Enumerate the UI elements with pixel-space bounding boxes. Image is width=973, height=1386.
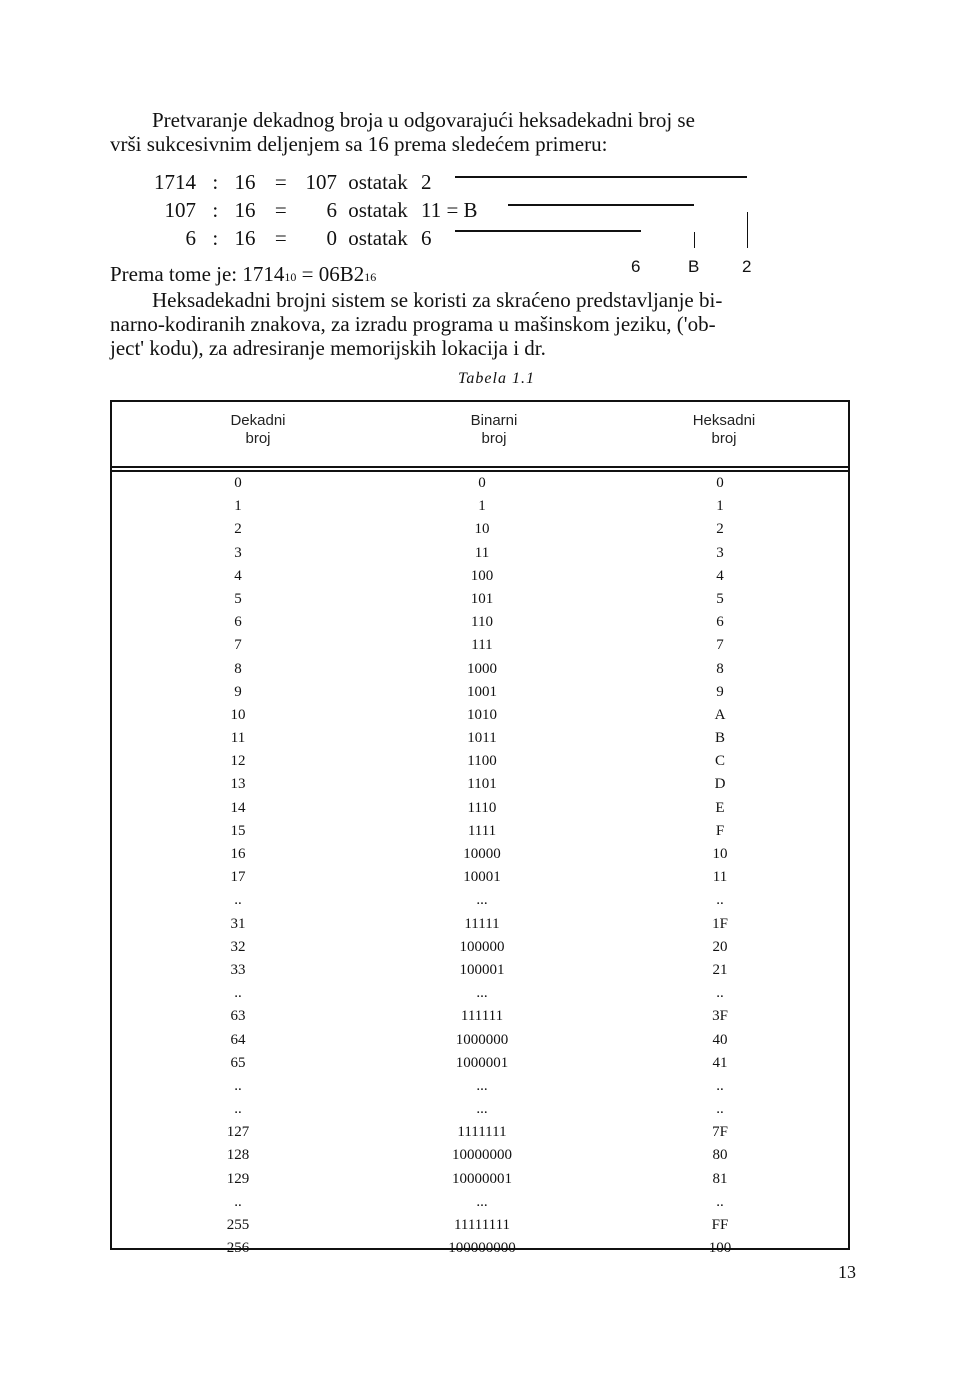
binary-cell: 1011 bbox=[467, 730, 497, 747]
hex-cell: 11 bbox=[712, 869, 728, 886]
hex-cell: 41 bbox=[712, 1054, 728, 1071]
equals-sign: = bbox=[274, 170, 287, 194]
decimal-cell: 31 bbox=[230, 915, 246, 932]
binary-cell: ... bbox=[476, 1077, 488, 1094]
table-row bbox=[112, 658, 848, 681]
divisor: 16 bbox=[234, 170, 256, 194]
hex-cell: 40 bbox=[712, 1031, 728, 1048]
arrow-to-digit-b bbox=[694, 232, 695, 248]
hex-cell: 1F bbox=[712, 915, 728, 932]
decimal-cell: 129 bbox=[226, 1170, 250, 1187]
table-row bbox=[112, 1168, 848, 1191]
remainder-label: ostatak bbox=[348, 226, 408, 250]
hex-cell: A bbox=[714, 706, 726, 723]
binary-cell: 111111 bbox=[460, 1008, 504, 1025]
hex-cell: 1 bbox=[716, 498, 724, 515]
decimal-cell: 17 bbox=[230, 869, 246, 886]
decimal-cell: 0 bbox=[234, 475, 242, 491]
leader-line-remainder-b bbox=[508, 204, 694, 206]
header-decimal bbox=[158, 412, 358, 448]
table-row bbox=[112, 542, 848, 565]
decimal-cell: 12 bbox=[230, 753, 246, 770]
table-row bbox=[112, 681, 848, 704]
table-row bbox=[112, 959, 848, 982]
header-line: broj bbox=[711, 430, 737, 447]
binary-cell: 0 bbox=[478, 475, 486, 491]
hex-cell: .. bbox=[716, 892, 724, 909]
header-line: Binarni bbox=[470, 412, 518, 429]
header-line: broj bbox=[481, 430, 507, 447]
result-middle: = 06B2 bbox=[296, 262, 365, 286]
decimal-cell: 33 bbox=[230, 961, 246, 978]
table-row bbox=[112, 518, 848, 541]
header-binary bbox=[394, 412, 594, 448]
remainder: 2 bbox=[420, 170, 432, 194]
binary-cell: ... bbox=[476, 1193, 488, 1210]
hex-digit: 6 bbox=[631, 257, 641, 276]
division-row bbox=[150, 224, 478, 252]
table-row bbox=[112, 797, 848, 820]
binary-cell: 1000 bbox=[467, 660, 497, 677]
hex-cell: 4 bbox=[716, 567, 724, 584]
binary-cell: 1110 bbox=[467, 799, 497, 816]
decimal-cell: 32 bbox=[230, 938, 246, 955]
decimal-cell: 15 bbox=[230, 822, 246, 839]
header-line: broj bbox=[245, 430, 271, 447]
binary-cell: 1001 bbox=[467, 683, 497, 700]
arrow-to-digit-2 bbox=[747, 212, 748, 248]
decimal-cell: 7 bbox=[234, 637, 242, 654]
hex-cell: 9 bbox=[716, 683, 724, 700]
intro-line-1: Pretvaranje dekadnog broja u odgovarajući heksadekadni broj se bbox=[152, 108, 695, 132]
table-row bbox=[112, 1005, 848, 1028]
usage-line-2: narno-kodiranih znakova, za izradu programa u mašinskom jeziku, ('ob- bbox=[110, 312, 716, 336]
decimal-cell: 4 bbox=[234, 567, 242, 584]
binary-cell: ... bbox=[476, 1101, 488, 1118]
table-row bbox=[112, 913, 848, 936]
binary-cell: 1111111 bbox=[457, 1124, 507, 1141]
dividend: 1714 bbox=[154, 170, 196, 194]
table-row bbox=[112, 773, 848, 796]
binary-cell: 100000000 bbox=[448, 1240, 516, 1257]
hex-cell: 21 bbox=[712, 961, 728, 978]
table-row bbox=[112, 472, 848, 495]
decimal-cell: 2 bbox=[234, 521, 242, 538]
binary-cell: 100001 bbox=[459, 961, 505, 978]
table-row bbox=[112, 1144, 848, 1167]
table-row bbox=[112, 820, 848, 843]
decimal-cell: 1 bbox=[234, 498, 242, 515]
dividend: 107 bbox=[164, 198, 196, 222]
table-row bbox=[112, 588, 848, 611]
divisor: 16 bbox=[234, 226, 256, 250]
division-sign: : bbox=[212, 198, 219, 222]
hex-cell: 80 bbox=[712, 1147, 728, 1164]
usage-line-3: ject' kodu), za adresiranje memorijskih lokacija i dr. bbox=[110, 336, 546, 360]
division-sign: : bbox=[212, 226, 219, 250]
remainder-label: ostatak bbox=[348, 170, 408, 194]
binary-cell: 1000000 bbox=[455, 1031, 509, 1048]
division-row bbox=[150, 196, 478, 224]
table-row bbox=[112, 565, 848, 588]
table-row bbox=[112, 634, 848, 657]
hex-cell: 7 bbox=[716, 637, 724, 654]
table-header bbox=[112, 402, 848, 466]
decimal-cell: 64 bbox=[230, 1031, 246, 1048]
leader-line-remainder-2 bbox=[455, 176, 747, 178]
hex-cell: .. bbox=[716, 985, 724, 1002]
binary-cell: 110 bbox=[471, 614, 493, 631]
hex-digit: 2 bbox=[742, 257, 752, 276]
table-row bbox=[112, 843, 848, 866]
binary-cell: 10000 bbox=[463, 846, 501, 862]
hex-cell: 6 bbox=[716, 614, 724, 631]
table-row bbox=[112, 889, 848, 912]
hex-cell: 3 bbox=[716, 544, 724, 561]
table-row bbox=[112, 1098, 848, 1121]
leader-line-remainder-6 bbox=[455, 230, 641, 232]
decimal-cell: 65 bbox=[230, 1054, 246, 1071]
decimal-cell: .. bbox=[234, 1077, 242, 1094]
binary-cell: 1 bbox=[478, 498, 486, 515]
binary-cell: 1100 bbox=[467, 753, 497, 770]
hex-cell: .. bbox=[716, 1077, 724, 1094]
result-prefix: Prema tome je: 1714 bbox=[110, 262, 285, 286]
intro-paragraph bbox=[110, 108, 850, 156]
decimal-cell: 8 bbox=[234, 660, 242, 677]
table-row bbox=[112, 1052, 848, 1075]
table-row bbox=[112, 1237, 848, 1260]
page-number: 13 bbox=[838, 1262, 856, 1282]
binary-cell: ... bbox=[476, 985, 488, 1002]
table-row bbox=[112, 611, 848, 634]
decimal-cell: 16 bbox=[230, 846, 246, 862]
result-base-in: 10 bbox=[284, 270, 297, 284]
quotient: 107 bbox=[305, 170, 337, 194]
binary-cell: 10000000 bbox=[452, 1147, 512, 1164]
equals-sign: = bbox=[274, 226, 287, 250]
binary-cell: 1101 bbox=[467, 776, 497, 793]
binary-cell: 1000001 bbox=[455, 1054, 509, 1071]
table-row bbox=[112, 1029, 848, 1052]
hex-cell: D bbox=[714, 776, 726, 793]
table-row bbox=[112, 936, 848, 959]
hex-cell: .. bbox=[716, 1101, 724, 1118]
header-hex bbox=[624, 412, 824, 448]
decimal-cell: 9 bbox=[234, 683, 242, 700]
hex-digit: B bbox=[688, 257, 700, 276]
hex-cell: .. bbox=[716, 1193, 724, 1210]
usage-line-1: Heksadekadni brojni sistem se koristi za skraćeno predstavljanje bi- bbox=[152, 288, 723, 312]
binary-cell: 100 bbox=[470, 567, 494, 584]
table-row bbox=[112, 866, 848, 889]
intro-line-2: vrši sukcesivnim deljenjem sa 16 prema sledećem primeru: bbox=[110, 132, 608, 156]
dividend: 6 bbox=[185, 226, 196, 250]
binary-cell: 10 bbox=[474, 521, 490, 538]
decimal-cell: 256 bbox=[226, 1240, 250, 1257]
table-row bbox=[112, 727, 848, 750]
table-row bbox=[112, 495, 848, 518]
table-body bbox=[112, 472, 848, 1260]
header-divider bbox=[112, 466, 848, 468]
binary-cell: 11 bbox=[474, 544, 490, 561]
binary-cell: 10001 bbox=[463, 869, 501, 886]
table-row bbox=[112, 750, 848, 773]
division-example bbox=[150, 168, 478, 252]
decimal-cell: 63 bbox=[230, 1008, 246, 1025]
remainder: 6 bbox=[420, 226, 432, 250]
table-row bbox=[112, 982, 848, 1005]
hex-cell: 81 bbox=[712, 1170, 728, 1187]
hex-cell: C bbox=[714, 753, 725, 770]
binary-cell: 11111 bbox=[464, 915, 500, 932]
binary-cell: 101 bbox=[470, 590, 494, 607]
binary-cell: ... bbox=[476, 892, 488, 909]
binary-cell: 111 bbox=[471, 637, 493, 654]
table-row bbox=[112, 1121, 848, 1144]
conversion-table bbox=[110, 400, 850, 1257]
hex-cell: 5 bbox=[716, 590, 724, 607]
table-row bbox=[112, 1214, 848, 1237]
binary-cell: 1111 bbox=[467, 822, 497, 839]
equals-sign: = bbox=[274, 198, 287, 222]
binary-cell: 10000001 bbox=[452, 1170, 512, 1187]
decimal-cell: 13 bbox=[230, 776, 246, 793]
hex-cell: FF bbox=[711, 1217, 729, 1233]
hex-cell: 7F bbox=[712, 1124, 728, 1141]
decimal-cell: 5 bbox=[234, 590, 242, 607]
binary-cell: 100000 bbox=[459, 938, 505, 955]
binary-cell: 11111111 bbox=[453, 1217, 511, 1233]
divisor: 16 bbox=[234, 198, 256, 222]
remainder: 11 = B bbox=[420, 198, 478, 222]
decimal-cell: 11 bbox=[230, 730, 246, 747]
hex-cell: B bbox=[714, 730, 725, 747]
decimal-cell: .. bbox=[234, 892, 242, 909]
hex-cell: 10 bbox=[712, 846, 728, 862]
table-row bbox=[112, 704, 848, 727]
decimal-cell: 14 bbox=[230, 799, 246, 816]
table-caption: Tabela 1.1 bbox=[458, 370, 535, 387]
quotient: 6 bbox=[326, 198, 337, 222]
table-row bbox=[112, 1075, 848, 1098]
hex-cell: 8 bbox=[716, 660, 724, 677]
division-sign: : bbox=[212, 170, 219, 194]
hex-cell: 2 bbox=[716, 521, 724, 538]
decimal-cell: 255 bbox=[226, 1217, 250, 1233]
decimal-cell: .. bbox=[234, 985, 242, 1002]
hex-cell: 100 bbox=[708, 1240, 732, 1257]
decimal-cell: .. bbox=[234, 1193, 242, 1210]
hex-cell: E bbox=[715, 799, 725, 816]
header-line: Dekadni bbox=[230, 412, 286, 429]
table-row bbox=[112, 1191, 848, 1214]
conversion-result bbox=[110, 262, 376, 287]
decimal-cell: 6 bbox=[234, 614, 242, 631]
hex-usage-paragraph bbox=[110, 288, 850, 360]
decimal-cell: 10 bbox=[230, 706, 246, 723]
binary-cell: 1010 bbox=[467, 706, 497, 723]
decimal-cell: 128 bbox=[226, 1147, 250, 1164]
hex-cell: F bbox=[715, 822, 725, 839]
division-row bbox=[150, 168, 478, 196]
decimal-cell: 127 bbox=[226, 1124, 250, 1141]
quotient: 0 bbox=[326, 226, 337, 250]
remainder-label: ostatak bbox=[348, 198, 408, 222]
hex-cell: 3F bbox=[712, 1008, 728, 1025]
result-base-out: 16 bbox=[364, 270, 377, 284]
hex-cell: 20 bbox=[712, 938, 728, 955]
decimal-cell: 3 bbox=[234, 544, 242, 561]
header-line: Heksadni bbox=[692, 412, 756, 429]
hex-cell: 0 bbox=[716, 475, 724, 491]
decimal-cell: .. bbox=[234, 1101, 242, 1118]
